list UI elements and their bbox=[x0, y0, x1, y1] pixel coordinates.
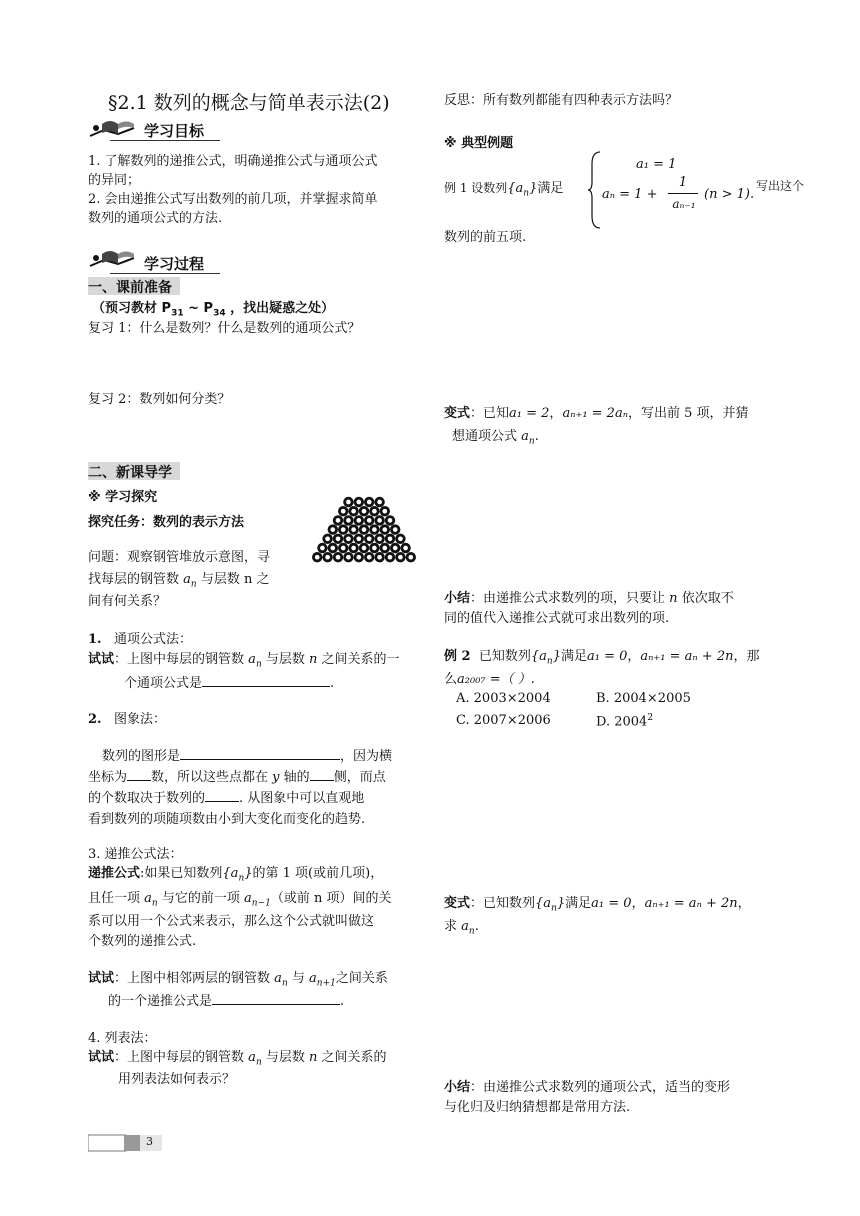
fraction-bar bbox=[668, 193, 698, 194]
pipe-hole bbox=[372, 509, 377, 514]
option-c[interactable]: C. 2007×2006 bbox=[456, 713, 551, 728]
try-text: 与层数 bbox=[265, 1050, 305, 1065]
graph-text-end: ，因为横 bbox=[340, 749, 393, 764]
preview-text: （预习教材 P bbox=[92, 301, 172, 316]
pipe-hole bbox=[398, 536, 403, 541]
example-1-tail: 写出这个 bbox=[756, 179, 805, 193]
math-eq: a₁ = 0 bbox=[586, 649, 628, 664]
math-eq: aₙ₊₁ = 2aₙ bbox=[562, 406, 628, 421]
pipe-hole bbox=[367, 500, 372, 505]
pipe-hole bbox=[388, 518, 393, 523]
review-1: 复习 1：什么是数列？什么是数列的通项公式？ bbox=[88, 321, 361, 336]
example-text: 满足 bbox=[560, 649, 587, 664]
heading-rule bbox=[110, 140, 220, 141]
pipe-hole bbox=[377, 518, 382, 523]
example-1-eq-1: a₁ = 1 bbox=[636, 157, 677, 172]
pipe-hole bbox=[341, 527, 346, 532]
pipe-hole bbox=[341, 509, 346, 514]
math-an: $a_n$ bbox=[183, 572, 197, 590]
pipe-hole bbox=[336, 555, 341, 560]
question-line-a: 问题：观察钢管堆放示意图，寻 bbox=[88, 550, 271, 565]
pipe-hole bbox=[367, 518, 372, 523]
method-1-title bbox=[88, 628, 192, 647]
page-title: §2.1 数列的概念与简单表示法(2) bbox=[108, 92, 390, 114]
piecewise-brace bbox=[588, 150, 602, 234]
method-number: 2. bbox=[88, 712, 102, 727]
math-an: $a_n$ bbox=[461, 919, 475, 937]
method-3-try bbox=[88, 967, 388, 989]
answer-blank[interactable] bbox=[180, 747, 340, 760]
pipe-hole bbox=[351, 509, 356, 514]
pipe-hole bbox=[325, 536, 330, 541]
preview-note bbox=[92, 297, 334, 319]
method-2-line-d: 看到数列的项随项数由小到大变化而变化的趋势. bbox=[88, 812, 366, 827]
pipe-hole bbox=[403, 546, 408, 551]
pipe-hole bbox=[356, 536, 361, 541]
math-an-minus-1: $a_{n-1}$ bbox=[244, 891, 271, 909]
math-an: $a_n$ bbox=[144, 891, 158, 909]
math-an: $a_n$ bbox=[521, 429, 535, 447]
math-n: n bbox=[309, 1050, 318, 1065]
goal-2-line-a: 2. 会由递推公式写出数列的前几项，并掌握求简单 bbox=[88, 192, 378, 207]
pipe-hole bbox=[330, 527, 335, 532]
try-text: 与 bbox=[291, 971, 305, 986]
pipe-hole bbox=[393, 546, 398, 551]
pipe-hole bbox=[362, 509, 367, 514]
option-d-text: D. 2004 bbox=[596, 714, 648, 730]
try-text: ：上图中每层的钢管数 bbox=[114, 652, 245, 667]
variant-text: ：已知 bbox=[470, 406, 510, 421]
method-1-try-line2: 个通项公式是 . bbox=[124, 676, 335, 691]
task-label: 探究任务： bbox=[88, 515, 154, 530]
variant-label: 变式 bbox=[444, 896, 471, 911]
example-text: 已知数列 bbox=[478, 649, 531, 664]
pipe-hole bbox=[336, 518, 341, 523]
section-heading-process: 学习过程 bbox=[144, 255, 205, 273]
pipe-hole bbox=[408, 555, 413, 560]
graph-text: 坐标为 bbox=[88, 770, 128, 785]
pipe-hole bbox=[398, 555, 403, 560]
variant-label: 变式 bbox=[444, 406, 471, 421]
fraction-numerator: 1 bbox=[678, 175, 688, 190]
try-text: ：上图中相邻两层的钢管数 bbox=[114, 971, 271, 986]
part-1-heading: 一、课前准备 bbox=[88, 280, 172, 296]
definition-text: 且任一项 bbox=[88, 891, 141, 906]
variant-text: ：已知数列 bbox=[470, 896, 536, 911]
graph-text: 侧，而点 bbox=[333, 770, 386, 785]
question-text-mid: 与层数 n 之 bbox=[200, 572, 270, 587]
pipe-hole bbox=[382, 527, 387, 532]
option-b[interactable]: B. 2004×2005 bbox=[596, 691, 691, 706]
review-2: 复习 2：数列如何分类？ bbox=[88, 392, 231, 407]
variant-2-line-2: 求 $a_n$. bbox=[444, 919, 479, 937]
example-text: ，那 bbox=[733, 649, 760, 664]
pipe-hole bbox=[341, 546, 346, 551]
pipe-hole bbox=[362, 546, 367, 551]
method-2-line-a bbox=[102, 745, 392, 764]
answer-blank[interactable] bbox=[310, 768, 334, 781]
method-4-title: 4. 列表法： bbox=[88, 1031, 157, 1046]
option-d[interactable] bbox=[596, 713, 653, 729]
variant-2: 变式：已知数列$\{a_n\}$满足a₁ = 0，aₙ₊₁ = aₙ + 2n， bbox=[444, 896, 751, 914]
example-2: 例 2 已知数列$\{a_n\}$满足a₁ = 0，aₙ₊₁ = aₙ + 2n，那 bbox=[444, 649, 760, 667]
pipe-hole bbox=[320, 546, 325, 551]
try-label: 试试 bbox=[88, 971, 115, 986]
method-3-def-3: 系可以用一个公式来表示，那么这个公式就叫做这 bbox=[88, 914, 375, 929]
pipe-hole bbox=[325, 555, 330, 560]
option-d-exponent: 2 bbox=[647, 713, 654, 723]
answer-blank[interactable] bbox=[127, 768, 151, 781]
math-an: $a_n$ bbox=[274, 971, 288, 989]
pipe-hole bbox=[356, 555, 361, 560]
math-n: n bbox=[669, 591, 678, 606]
example-1-eq-2: aₙ = 1 + bbox=[602, 187, 658, 202]
pipe-hole bbox=[382, 509, 387, 514]
variant-1-line-2: 想通项公式 $a_n$. bbox=[452, 429, 539, 447]
pipe-hole bbox=[346, 555, 351, 560]
goal-2-line-b: 数列的通项公式的方法. bbox=[88, 211, 223, 226]
variant-text: 满足 bbox=[565, 896, 592, 911]
math-set-an: $\{a_n\}$ bbox=[222, 866, 253, 884]
example-2-line-2 bbox=[444, 668, 535, 687]
summary-text: ：由递推公式求数列的项，只要让 bbox=[470, 591, 666, 606]
example-text: 例 1 设数列 bbox=[444, 181, 508, 195]
math-an-plus-1: $a_{n+1}$ bbox=[309, 971, 336, 989]
pipe-hole bbox=[377, 500, 382, 505]
example-1-line-2: 数列的前五项. bbox=[444, 230, 527, 245]
preview-page-end: 34 bbox=[213, 308, 226, 319]
pipe-stack-figure bbox=[312, 496, 416, 570]
graph-text: . 从图象中可以直观地 bbox=[239, 791, 365, 806]
graph-text: 数，所以这些点都在 bbox=[151, 770, 269, 785]
summary-text: 依次取不 bbox=[681, 591, 734, 606]
pipe-hole bbox=[346, 518, 351, 523]
pipe-hole bbox=[315, 555, 320, 560]
math-eq: a₁ = 0 bbox=[591, 896, 632, 911]
example-label: 例 2 bbox=[444, 649, 471, 664]
fraction-denominator: aₙ₋₁ bbox=[672, 197, 696, 211]
pipe-hole bbox=[346, 500, 351, 505]
pipe-hole bbox=[351, 527, 356, 532]
graph-text: 数列的图形是 bbox=[102, 749, 181, 764]
preview-text-mid: ~ P bbox=[183, 301, 214, 316]
math-an: $a_n$ bbox=[248, 1050, 262, 1068]
pipe-hole bbox=[336, 536, 341, 541]
preview-page-start: 31 bbox=[171, 308, 184, 319]
answer-blank[interactable] bbox=[212, 992, 340, 1005]
math-eq: a₁ = 2 bbox=[509, 406, 550, 421]
preview-text-end: ，找出疑惑之处） bbox=[225, 301, 335, 316]
math-an: $a_n$ bbox=[248, 652, 262, 670]
answer-blank[interactable] bbox=[202, 674, 330, 687]
example-text: 么 bbox=[444, 672, 458, 687]
pipe-hole bbox=[393, 527, 398, 532]
method-2-line-b bbox=[88, 766, 386, 785]
math-eq: aₙ₊₁ = aₙ + 2n bbox=[644, 896, 738, 911]
pipe-hole bbox=[372, 546, 377, 551]
method-4-try bbox=[88, 1046, 387, 1068]
graph-text: 的个数取决于数列的 bbox=[88, 791, 206, 806]
try-text: 之间关系 bbox=[335, 971, 388, 986]
variant-text: 求 bbox=[444, 919, 458, 934]
task-title: 数列的表示方法 bbox=[153, 515, 245, 530]
method-3-def-2 bbox=[88, 887, 392, 909]
try-label: 试试 bbox=[88, 1050, 115, 1065]
summary-label: 小结 bbox=[444, 1080, 471, 1095]
pipe-hole bbox=[356, 500, 361, 505]
variant-1: 变式：已知a₁ = 2，aₙ₊₁ = 2aₙ，写出前 5 项，并猜 bbox=[444, 406, 749, 421]
pipe-hole bbox=[377, 555, 382, 560]
pipe-hole bbox=[367, 555, 372, 560]
variant-text: ，写出前 5 项，并猜 bbox=[627, 406, 749, 421]
definition-label: 递推公式 bbox=[88, 866, 141, 881]
variant-text: 想通项公式 bbox=[452, 429, 518, 444]
pipe-hole bbox=[346, 536, 351, 541]
summary-2-line-2: 与化归及归纳猜想都是常用方法. bbox=[444, 1100, 631, 1115]
pipe-hole bbox=[377, 536, 382, 541]
math-set-an: $\{a_n\}$ bbox=[535, 896, 566, 914]
example-text: 满足 bbox=[537, 181, 564, 196]
method-4-try-line2: 用列表法如何表示？ bbox=[118, 1072, 236, 1087]
book-icon bbox=[88, 246, 140, 274]
summary-label: 小结 bbox=[444, 591, 471, 606]
method-2-line-c bbox=[88, 787, 364, 806]
summary-1 bbox=[444, 587, 734, 606]
summary-2 bbox=[444, 1076, 730, 1095]
pipe-hole bbox=[362, 527, 367, 532]
goal-1-line-b: 的异同； bbox=[88, 173, 141, 188]
part-2-heading: 二、新课导学 bbox=[88, 465, 172, 481]
try-text-end: 之间关系的一 bbox=[321, 652, 400, 667]
try-text: 之间关系的 bbox=[321, 1050, 387, 1065]
pipe-hole bbox=[382, 546, 387, 551]
explore-heading: ※ 学习探究 bbox=[88, 490, 158, 505]
definition-text: 与它的前一项 bbox=[161, 891, 240, 906]
pipe-hole bbox=[372, 527, 377, 532]
math-set-an: $\{a_n\}$ bbox=[530, 649, 561, 667]
method-name: 图象法： bbox=[113, 712, 166, 727]
summary-1-line-2: 同的值代入递推公式就可求出数列的项. bbox=[444, 611, 670, 626]
reflection: 反思：所有数列都能有四种表示方法吗？ bbox=[444, 93, 679, 108]
pipe-hole bbox=[388, 555, 393, 560]
pipe-hole bbox=[388, 536, 393, 541]
math-eq: a₂₀₀₇ =（ ）. bbox=[457, 672, 535, 687]
examples-heading: ※ 典型例题 bbox=[444, 136, 514, 151]
method-name: 通项公式法： bbox=[113, 632, 192, 647]
pipe-hole bbox=[330, 546, 335, 551]
try-text: ：上图中每层的钢管数 bbox=[114, 1050, 245, 1065]
math-n: n bbox=[309, 652, 318, 667]
pipe-hole bbox=[356, 518, 361, 523]
heading-rule bbox=[110, 273, 220, 274]
math-set-an: $\{a_n\}$ bbox=[507, 181, 538, 199]
definition-text: （或前 n 项）间的关 bbox=[270, 891, 392, 906]
method-1-try bbox=[88, 648, 400, 670]
page-number: 3 bbox=[146, 1135, 153, 1148]
try-text-mid: 与层数 bbox=[265, 652, 305, 667]
method-3-title: 3. 递推公式法： bbox=[88, 847, 183, 862]
definition-text-end: 的第 1 项(或前几项)， bbox=[252, 866, 384, 881]
method-2-title bbox=[88, 708, 166, 727]
method-3-def-4: 个数列的递推公式. bbox=[88, 934, 197, 949]
question-line-b bbox=[88, 568, 270, 590]
math-y: y bbox=[272, 770, 280, 785]
answer-blank[interactable] bbox=[205, 789, 239, 802]
math-eq: aₙ₊₁ = aₙ + 2n bbox=[640, 649, 734, 664]
definition-text: :如果已知数列 bbox=[140, 866, 223, 881]
method-3-def-1 bbox=[88, 862, 383, 884]
question-line-c: 间有何关系？ bbox=[88, 594, 167, 609]
try-label: 试试 bbox=[88, 652, 115, 667]
example-1-label bbox=[444, 177, 563, 199]
method-number: 1. bbox=[88, 632, 102, 647]
try-text: 个通项公式是 bbox=[124, 676, 203, 691]
try-text: 的一个递推公式是 bbox=[108, 994, 213, 1009]
question-text: 找每层的钢管数 bbox=[88, 572, 180, 587]
example-1-condition: (n > 1). bbox=[704, 187, 755, 202]
section-heading-goals: 学习目标 bbox=[144, 122, 205, 140]
graph-text: 轴的 bbox=[283, 770, 310, 785]
task-line bbox=[88, 511, 244, 530]
pipe-hole bbox=[367, 536, 372, 541]
summary-text: ：由递推公式求数列的通项公式，适当的变形 bbox=[470, 1080, 731, 1095]
goal-1-line-a: 1. 了解数列的递推公式，明确递推公式与通项公式 bbox=[88, 154, 378, 169]
option-a[interactable]: A. 2003×2004 bbox=[456, 691, 551, 706]
pipe-hole bbox=[351, 546, 356, 551]
method-3-try-line2: 的一个递推公式是 . bbox=[108, 994, 345, 1009]
